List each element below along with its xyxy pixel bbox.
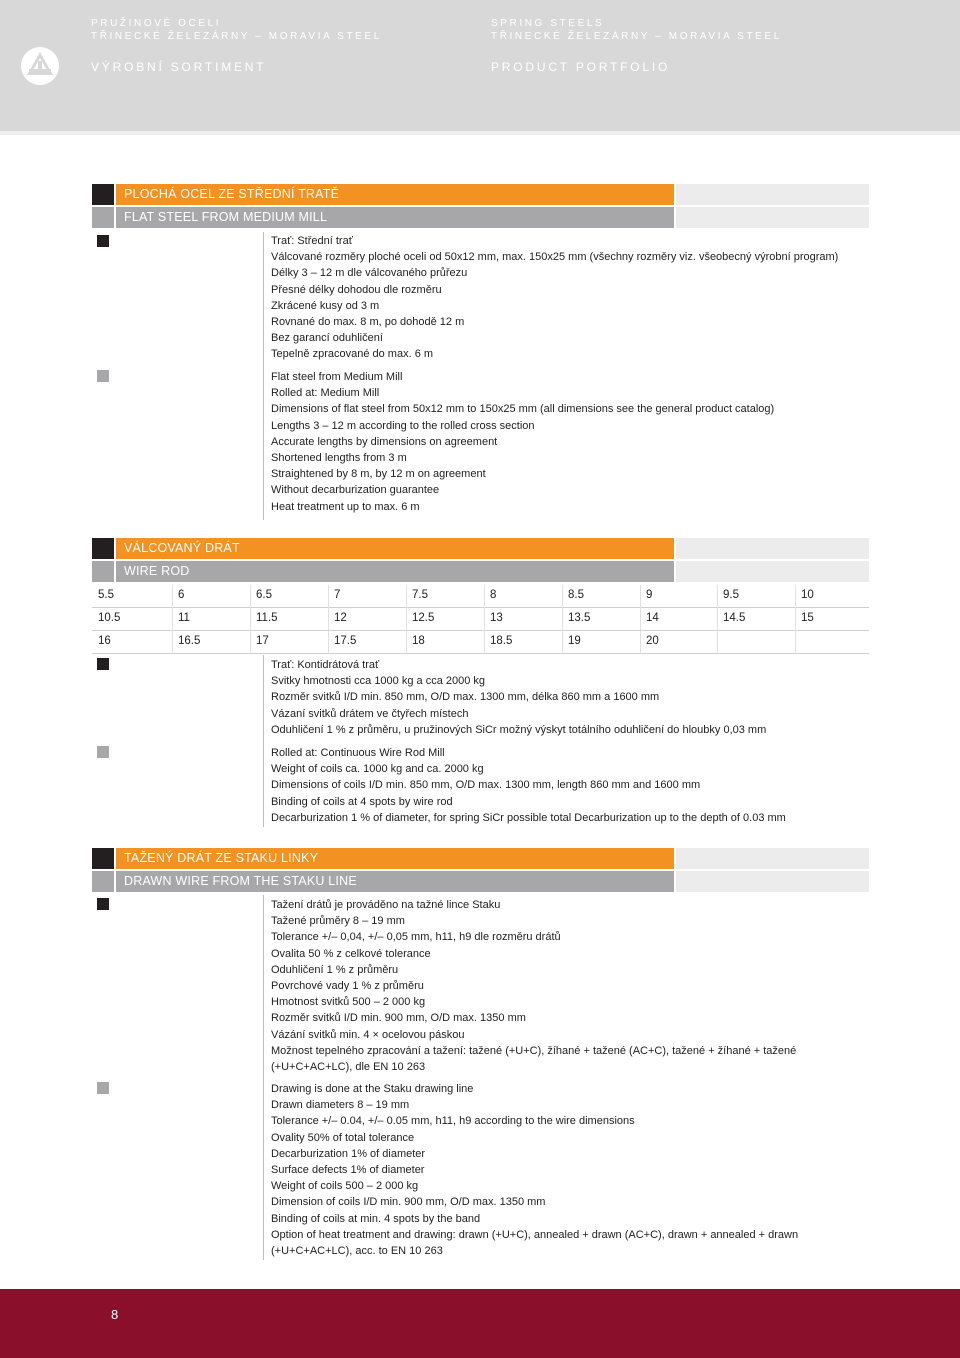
title-filler xyxy=(676,207,869,228)
size-column-divider xyxy=(640,585,641,608)
text-line: Straightened by 8 m, by 12 m on agreement xyxy=(271,468,486,481)
size-cell: 10 xyxy=(801,589,814,601)
size-cell: 15 xyxy=(801,612,814,624)
size-column-divider xyxy=(406,608,407,631)
text-line: Vázání svitků min. 4 × ocelovou páskou xyxy=(271,1028,465,1041)
size-cell: 7 xyxy=(334,589,341,601)
size-column-divider xyxy=(640,631,641,654)
text-line: Válcované rozměry ploché oceli od 50x12 mm, max. 150x25 mm (všechny rozměry viz. všeobecný výrobní program) xyxy=(271,251,839,264)
text-line: Rozměr svitků I/D min. 900 mm, O/D max. 1350 mm xyxy=(271,1012,526,1025)
size-column-divider xyxy=(406,631,407,654)
header-right-line1: SPRING STEELS xyxy=(491,18,605,29)
size-row xyxy=(92,585,869,608)
size-cell: 13 xyxy=(490,612,503,624)
text-line: Flat steel from Medium Mill xyxy=(271,371,403,383)
size-row xyxy=(92,631,869,654)
cz-text-marker xyxy=(97,235,109,247)
text-line: Weight of coils 500 – 2 000 kg xyxy=(271,1180,419,1193)
title-filler xyxy=(676,848,869,869)
text-line: Heat treatment up to max. 6 m xyxy=(271,500,420,513)
text-line: Tepelně zpracované do max. 6 m xyxy=(271,348,434,361)
wire-rod-title-en: WIRE ROD xyxy=(116,561,674,582)
section-marker-gray xyxy=(92,561,114,582)
size-cell: 12 xyxy=(334,612,347,624)
size-column-divider xyxy=(795,585,796,608)
text-line: Možnost tepelného zpracování a tažení: tažené (+U+C), žíhané + tažené (AC+C), tažené + žíhané + tažené xyxy=(271,1044,797,1057)
text-line: (+U+C+AC+LC), dle EN 10 263 xyxy=(271,1061,426,1074)
text-line: Oduhličení 1 % z průměru xyxy=(271,963,399,976)
size-column-divider xyxy=(406,585,407,608)
size-cell: 9 xyxy=(646,589,653,601)
size-column-divider xyxy=(562,585,563,608)
text-line: Surface defects 1% of diameter xyxy=(271,1164,425,1177)
size-column-divider xyxy=(484,608,485,631)
cz-text-marker xyxy=(97,658,109,670)
title-filler xyxy=(676,184,869,205)
size-cell: 18 xyxy=(412,635,425,647)
text-line: Tažení drátů je prováděno na tažné lince Staku xyxy=(271,899,501,911)
section-marker-gray xyxy=(92,207,114,228)
size-column-divider xyxy=(717,585,718,608)
size-cell: 11.5 xyxy=(256,612,278,624)
text-line: Přesné délky dohodou dle rozměru xyxy=(271,283,442,296)
text-line: Trať: Kontidrátová trať xyxy=(271,659,380,671)
size-cell: 16.5 xyxy=(178,635,201,647)
text-line: Ovalita 50 % z celkové tolerance xyxy=(271,947,431,960)
size-column-divider xyxy=(484,585,485,608)
text-line: Binding of coils at 4 spots by wire rod xyxy=(271,795,453,808)
size-cell: 13.5 xyxy=(568,612,591,624)
text-line: Option of heat treatment and drawing: drawn (+U+C), annealed + drawn (AC+C), drawn + annealed + drawn xyxy=(271,1228,799,1241)
text-line: Hmotnost svitků 500 – 2 000 kg xyxy=(271,996,426,1009)
wire-rod-title-cz: VÁLCOVANÝ DRÁT xyxy=(116,538,674,559)
drawn-wire-title-cz: TAŽENÝ DRÁT ZE STAKU LINKY xyxy=(116,848,674,869)
header-right-section: PRODUCT PORTFOLIO xyxy=(491,60,671,74)
page-footer xyxy=(0,1289,960,1358)
text-line: Weight of coils ca. 1000 kg and ca. 2000 kg xyxy=(271,763,484,776)
size-cell: 5.5 xyxy=(98,589,114,601)
text-line: Without decarburization guarantee xyxy=(271,484,440,497)
wire-rod-cz-text xyxy=(271,657,861,738)
en-text-marker xyxy=(97,1082,109,1094)
title-filler xyxy=(676,561,869,582)
text-line: Trať: Střední trať xyxy=(271,235,353,247)
text-line: Drawn diameters 8 – 19 mm xyxy=(271,1099,410,1112)
header-left-line1: PRUŽINOVÉ OCELI xyxy=(91,18,222,29)
text-line: Dimensions of flat steel from 50x12 mm to 150x25 mm (all dimensions see the general product catalog) xyxy=(271,403,775,416)
section-marker-dark xyxy=(92,848,114,869)
flat-steel-title-cz: PLOCHÁ OCEL ZE STŘEDNÍ TRATĚ xyxy=(116,184,674,205)
size-column-divider xyxy=(562,608,563,631)
size-cell: 14.5 xyxy=(723,612,746,624)
size-cell: 7.5 xyxy=(412,589,428,601)
size-column-divider xyxy=(795,631,796,654)
size-column-divider xyxy=(484,631,485,654)
text-line: (+U+C+AC+LC), acc. to EN 10 263 xyxy=(271,1245,443,1258)
size-cell: 19 xyxy=(568,635,581,647)
en-text-marker xyxy=(97,370,109,382)
size-cell: 12.5 xyxy=(412,612,435,624)
text-line: Povrchové vady 1 % z průměru xyxy=(271,980,424,993)
title-filler xyxy=(676,871,869,892)
size-column-divider xyxy=(172,585,173,608)
size-column-divider xyxy=(250,585,251,608)
size-cell: 16 xyxy=(98,635,111,647)
text-line: Dimensions of coils I/D min. 850 mm, O/D max. 1300 mm, length 860 mm and 1600 mm xyxy=(271,779,701,792)
text-line: Vázaní svitků drátem ve čtyřech místech xyxy=(271,707,469,720)
drawn-wire-title-en: DRAWN WIRE FROM THE STAKU LINE xyxy=(116,871,674,892)
size-column-divider xyxy=(172,631,173,654)
header-left-line2: TŘINECKÉ ŽELEZÁRNY – MORAVIA STEEL xyxy=(91,31,382,42)
size-column-divider xyxy=(250,631,251,654)
text-line: Rovnané do max. 8 m, po dohodě 12 m xyxy=(271,316,465,329)
header-separator xyxy=(0,131,960,135)
text-line: Shortened lengths from 3 m xyxy=(271,452,407,465)
wire-rod-size-table xyxy=(92,585,869,654)
text-line: Tolerance +/– 0.04, +/– 0.05 mm, h11, h9 according to the wire dimensions xyxy=(271,1115,635,1128)
text-line: Decarburization 1 % of diameter, for spring SiCr possible total Decarburization up to the depth of 0.03 mm xyxy=(271,811,786,824)
text-line: Zkrácené kusy od 3 m xyxy=(271,299,380,312)
size-column-divider xyxy=(717,608,718,631)
text-line: Ovality 50% of total tolerance xyxy=(271,1131,415,1144)
text-line: Dimension of coils I/D min. 900 mm, O/D max. 1350 mm xyxy=(271,1196,546,1209)
size-column-divider xyxy=(328,631,329,654)
en-text-marker xyxy=(97,746,109,758)
size-column-divider xyxy=(640,608,641,631)
drawn-wire-en-text xyxy=(271,1081,861,1259)
size-cell: 6.5 xyxy=(256,589,272,601)
text-line: Bez garancí oduhličení xyxy=(271,332,383,345)
flat-steel-en-text xyxy=(271,369,861,515)
size-cell: 6 xyxy=(178,589,185,601)
cz-text-marker xyxy=(97,898,109,910)
size-column-divider xyxy=(172,608,173,631)
text-line: Rozměr svitků I/D min. 850 mm, O/D max. 1300 mm, délka 860 mm a 1600 mm xyxy=(271,691,660,704)
flat-steel-cz-text xyxy=(271,233,861,363)
header-left xyxy=(91,17,382,74)
text-line: Drawing is done at the Staku drawing line xyxy=(271,1083,474,1095)
size-cell: 17 xyxy=(256,635,269,647)
text-line: Svitky hmotnosti cca 1000 kg a cca 2000 kg xyxy=(271,675,486,688)
size-cell: 11 xyxy=(178,612,190,624)
text-divider xyxy=(263,895,264,1260)
text-line: Délky 3 – 12 m dle válcovaného průřezu xyxy=(271,267,468,280)
drawn-wire-cz-text xyxy=(271,897,861,1075)
section-marker-dark xyxy=(92,538,114,559)
size-cell: 20 xyxy=(646,635,659,647)
flat-steel-title-en: FLAT STEEL FROM MEDIUM MILL xyxy=(116,207,674,228)
text-divider xyxy=(263,232,264,520)
header-left-section: VÝROBNÍ SORTIMENT xyxy=(91,60,267,74)
size-cell: 8.5 xyxy=(568,589,584,601)
size-cell: 8 xyxy=(490,589,497,601)
size-column-divider xyxy=(328,585,329,608)
header-right-line2: TŘINECKÉ ŽELEZÁRNY – MORAVIA STEEL xyxy=(491,31,782,42)
size-cell: 18.5 xyxy=(490,635,513,647)
text-line: Decarburization 1% of diameter xyxy=(271,1147,426,1160)
section-marker-gray xyxy=(92,871,114,892)
text-line: Binding of coils at min. 4 spots by the band xyxy=(271,1212,481,1225)
text-line: Accurate lengths by dimensions on agreement xyxy=(271,435,498,448)
text-divider xyxy=(263,655,264,827)
size-cell: 14 xyxy=(646,612,659,624)
page-number: 8 xyxy=(111,1307,119,1322)
title-filler xyxy=(676,538,869,559)
size-cell: 17.5 xyxy=(334,635,357,647)
text-line: Tažené průměry 8 – 19 mm xyxy=(271,915,405,928)
text-line: Tolerance +/– 0,04, +/– 0,05 mm, h11, h9 dle rozměru drátů xyxy=(271,931,561,944)
size-column-divider xyxy=(250,608,251,631)
page-header xyxy=(0,0,960,134)
size-column-divider xyxy=(562,631,563,654)
text-line: Lengths 3 – 12 m according to the rolled cross section xyxy=(271,419,535,432)
text-line: Rolled at: Medium Mill xyxy=(271,387,380,400)
section-marker-dark xyxy=(92,184,114,205)
size-column-divider xyxy=(717,631,718,654)
size-column-divider xyxy=(795,608,796,631)
size-cell: 9.5 xyxy=(723,589,739,601)
text-line: Oduhličení 1 % z průměru, u pružinových SiCr možný výskyt totálního oduhličení do hloubky 0,03 mm xyxy=(271,723,767,736)
trinec-logo-icon xyxy=(20,46,60,86)
size-row xyxy=(92,608,869,631)
size-cell: 10.5 xyxy=(98,612,121,624)
wire-rod-en-text xyxy=(271,745,861,826)
size-column-divider xyxy=(328,608,329,631)
text-line: Rolled at: Continuous Wire Rod Mill xyxy=(271,747,445,759)
header-right xyxy=(491,17,782,74)
